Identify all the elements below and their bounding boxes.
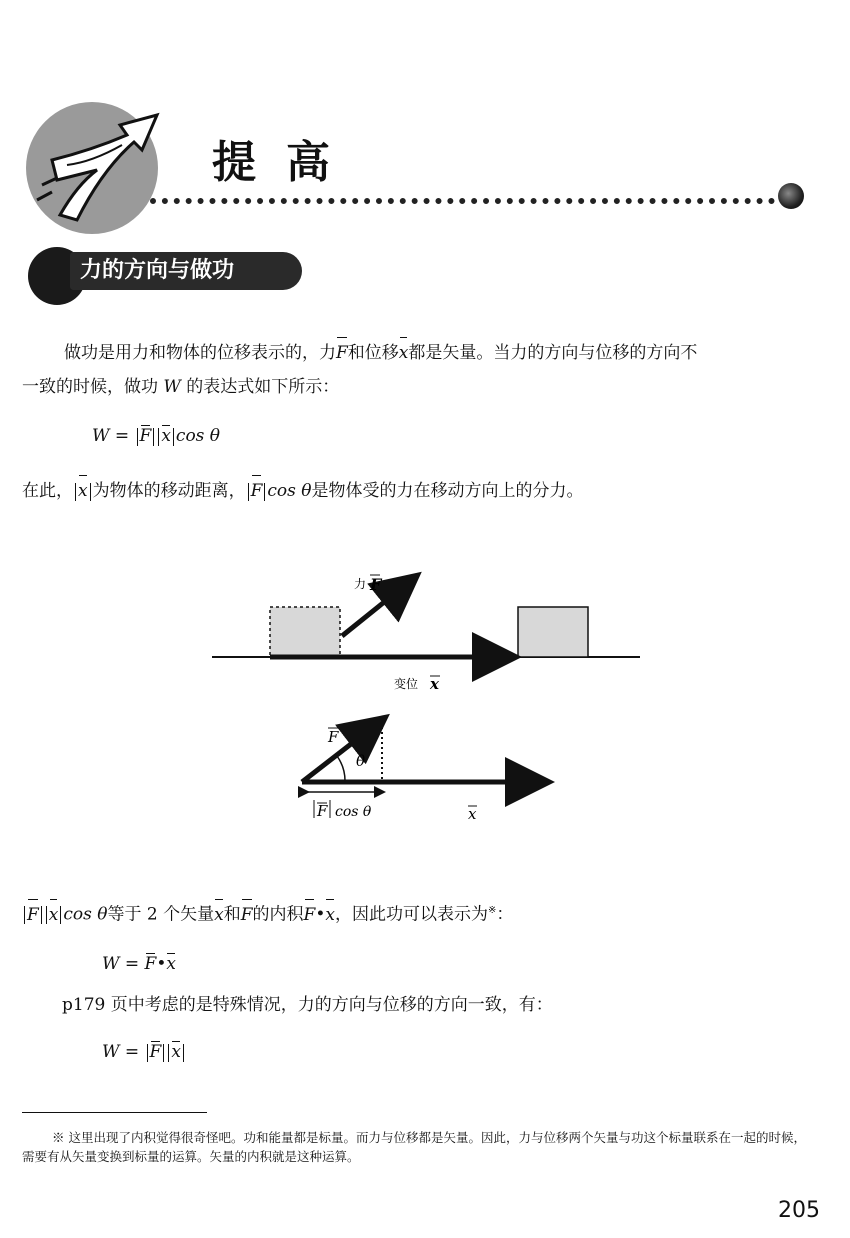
paragraph-4: p179 页中考虑的是特殊情况，力的方向与位移的方向一致，有： (62, 995, 553, 1015)
footnote: ※ 这里出现了内积觉得很奇怪吧。功和能量都是标量。而力与位移都是矢量。因此，力与位移两个矢量与功这个标量联系在一起的时候，需要有从矢量变换到标量的运算。矢量的内积就是这种运算。 (22, 1130, 806, 1164)
theta-label: θ (356, 752, 366, 770)
formula-work-parallel: W = F x (102, 1042, 186, 1062)
F-symbol: F (328, 728, 339, 746)
page-number: 205 (778, 1198, 820, 1223)
footnote-rule (22, 1112, 207, 1113)
section-title: 力的方向与做功 (70, 252, 302, 290)
diagram-force-displacement (200, 560, 660, 700)
formula-work-dot-product: W = F•x (102, 954, 176, 974)
arrow-rocket-icon (22, 90, 172, 235)
x-symbol: x (468, 805, 477, 823)
section-heading (28, 247, 308, 299)
diagram-force-projection (290, 710, 570, 830)
paragraph-1-line-1: 做功是用力和物体的位移表示的，力F和位移x都是矢量。当力的方向与位移的方向不 (64, 338, 824, 368)
displacement-symbol: x (430, 675, 439, 693)
force-label: 力 (354, 577, 367, 591)
F-vector-arrow (302, 720, 382, 782)
displacement-label: 变位 (394, 677, 419, 691)
force-symbol: F (370, 575, 382, 594)
projection-F: F (317, 802, 328, 820)
block-start (270, 607, 340, 657)
paragraph-2: 在此， x 为物体的移动距离， F cos θ是物体受的力在移动方向上的分力。 (22, 476, 822, 506)
block-end (518, 607, 588, 657)
dotted-divider (150, 198, 775, 204)
formula-work-general: W = F x cos θ (92, 426, 221, 446)
theta-arc (337, 756, 345, 782)
banner-title: 提高 (212, 137, 360, 188)
paragraph-3: F x cos θ等于 2 个矢量x和F的内积F•x，因此功可以表示为※： (22, 896, 822, 930)
divider-end-dot (778, 183, 804, 209)
paragraph-1-line-2: 一致的时候，做功 W 的表达式如下所示： (22, 377, 340, 397)
projection-label: cos θ (335, 804, 372, 820)
